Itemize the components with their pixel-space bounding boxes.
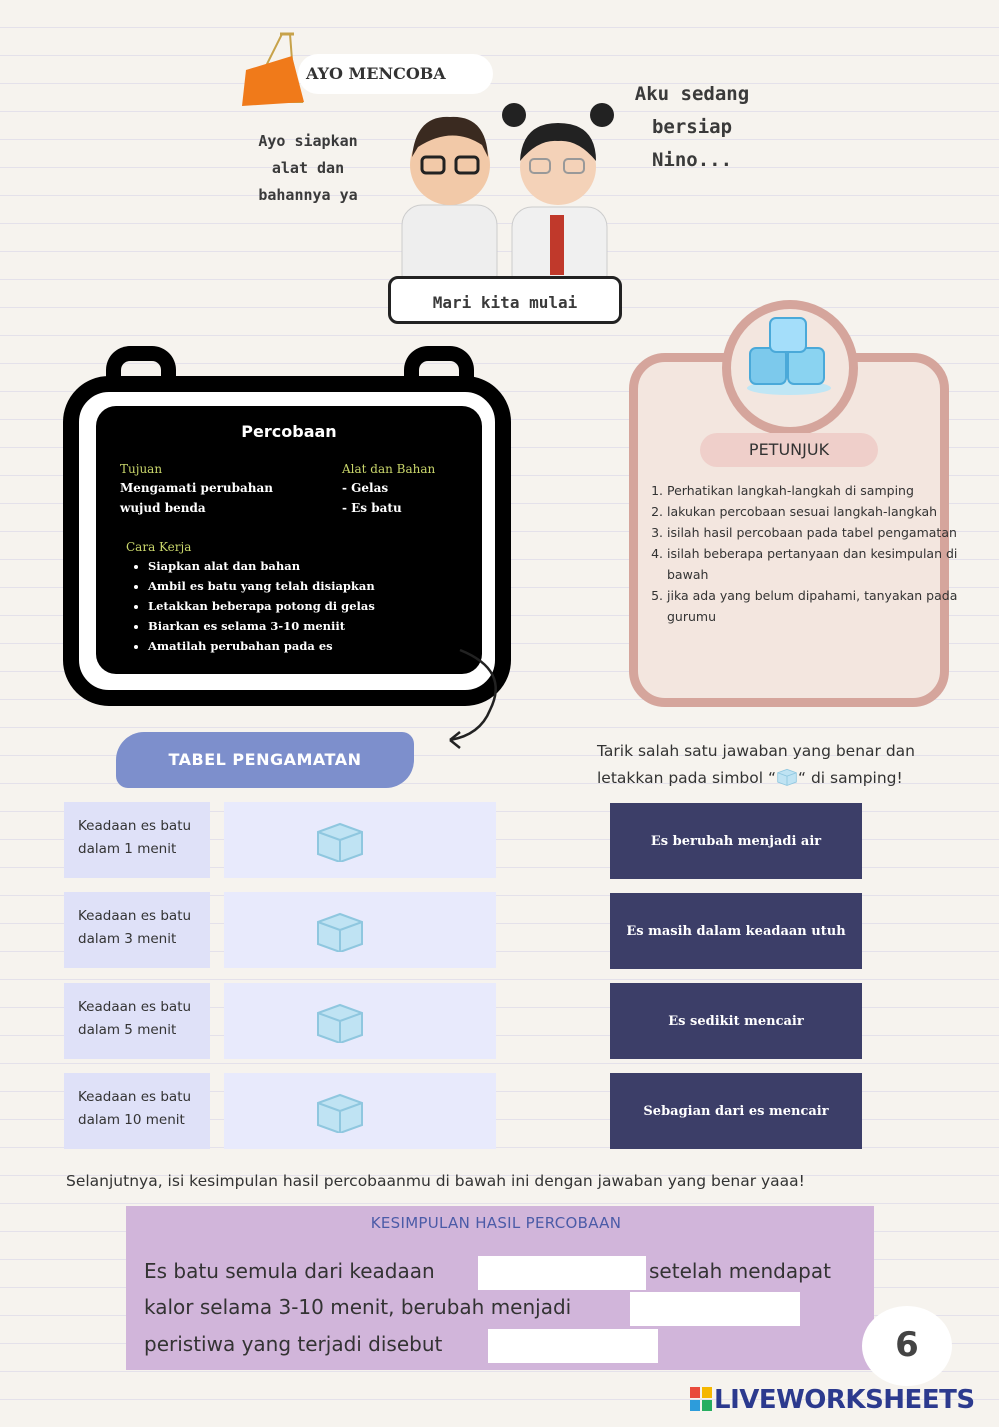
kesimpulan-title: KESIMPULAN HASIL PERCOBAAN [370,1214,622,1232]
speech-left-line: alat dan [271,159,345,177]
cara-item: • Biarkan es selama 3-10 meniit [148,616,375,636]
ice-cube-symbol-icon [776,768,798,786]
table-row-label [64,1073,210,1149]
tujuan-line: Mengamati perubahan [120,481,274,495]
table-row-label [64,892,210,968]
speech-right-line: Aku sedang [634,83,750,105]
speech-left [244,128,372,209]
cara-item: • Letakkan beberapa potong di gelas [148,596,375,616]
speech-left-line: bahannya ya [258,186,358,204]
liveworksheets-logo[interactable] [690,1385,975,1415]
blank-input-1[interactable] [478,1256,646,1290]
blank-input-3[interactable] [488,1329,658,1363]
tujuan-text [120,478,273,518]
row-label-line: dalam 10 menit [78,1112,185,1128]
instruction-text: “ di samping! [798,769,903,787]
answer-draggable[interactable]: Es sedikit mencair [610,983,862,1059]
row-label-line: Keadaan es batu [78,1089,192,1105]
blank-input-2[interactable] [630,1292,800,1326]
instruction-line [597,765,967,792]
alat-item: - Es batu [342,501,402,515]
speech-right-line: Nino... [651,149,733,171]
kesimpulan-text: setelah mendapat [649,1259,831,1283]
cara-kerja-list [126,556,375,656]
answer-draggable[interactable]: Sebagian dari es mencair [610,1073,862,1149]
ice-cube-icon [314,912,366,952]
drop-zone-10-menit[interactable] [224,1073,496,1149]
answer-draggable[interactable]: Es berubah menjadi air [610,803,862,879]
table-row-label [64,983,210,1059]
petunjuk-item: 2. lakukan percobaan sesuai langkah-langkah [667,501,959,522]
mari-kita-mulai-banner: Mari kita mulai [388,276,622,324]
kesimpulan-instruction: Selanjutnya, isi kesimpulan hasil percobaanmu di bawah ini dengan jawaban yang benar yaaa! [66,1172,805,1190]
curved-arrow-icon [440,640,510,760]
petunjuk-item: 3. isilah hasil percobaan pada tabel pengamatan [667,522,959,543]
percobaan-board [96,406,482,674]
board-title: Percobaan [241,422,337,441]
ayo-mencoba-title: AYO MENCOBA [298,54,493,94]
kesimpulan-text: kalor selama 3-10 menit, berubah menjadi [144,1295,572,1319]
speech-right-line: bersiap [651,116,733,138]
children-scientists-illustration [392,95,652,295]
row-label-line: dalam 3 menit [78,931,177,947]
cara-item: • Amatilah perubahan pada es [148,636,375,656]
row-label-line: Keadaan es batu [78,908,192,924]
ice-cube-icon [314,822,366,862]
table-row-label [64,802,210,878]
alat-item: - Gelas [342,481,389,495]
petunjuk-item: 4. isilah beberapa pertanyaan dan kesimpulan di bawah [667,543,959,585]
ice-cube-icon [314,1093,366,1133]
speech-left-line: Ayo siapkan [258,132,358,150]
tujuan-label: Tujuan [120,462,163,476]
petunjuk-item: 5. jika ada yang belum dipahami, tanyakan pada gurumu [667,585,959,627]
drop-zone-3-menit[interactable] [224,892,496,968]
answer-draggable[interactable]: Es masih dalam keadaan utuh [610,893,862,969]
row-label-line: dalam 5 menit [78,1022,177,1038]
drop-zone-5-menit[interactable] [224,983,496,1059]
logo-text: LIVEWORKSHEETS [714,1385,975,1415]
petunjuk-title: PETUNJUK [700,433,878,467]
instruction-text: letakkan pada simbol “ [597,769,777,787]
cara-item: • Siapkan alat dan bahan [148,556,375,576]
petunjuk-item: 1. Perhatikan langkah-langkah di samping [667,480,959,501]
alat-bahan-label: Alat dan Bahan [342,462,436,476]
row-label-line: Keadaan es batu [78,818,192,834]
cara-kerja-label: Cara Kerja [126,540,192,554]
kesimpulan-text: Es batu semula dari keadaan [144,1259,435,1283]
petunjuk-list [645,480,959,627]
tujuan-line: wujud benda [120,501,206,515]
drop-zone-1-menit[interactable] [224,802,496,878]
kesimpulan-text: peristiwa yang terjadi disebut [144,1332,443,1356]
row-label-line: Keadaan es batu [78,999,192,1015]
row-label-line: dalam 1 menit [78,841,177,857]
ice-cube-icon [314,1003,366,1043]
drag-instruction [597,738,967,792]
page-number: 6 [862,1306,952,1386]
liveworksheets-logo-icon [690,1387,712,1411]
ice-cubes-icon [744,314,834,396]
instruction-line: Tarik salah satu jawaban yang benar dan [597,742,915,760]
alat-bahan-list [342,478,402,518]
cara-item: • Ambil es batu yang telah disiapkan [148,576,375,596]
tabel-pengamatan-title: TABEL PENGAMATAN [116,732,414,788]
